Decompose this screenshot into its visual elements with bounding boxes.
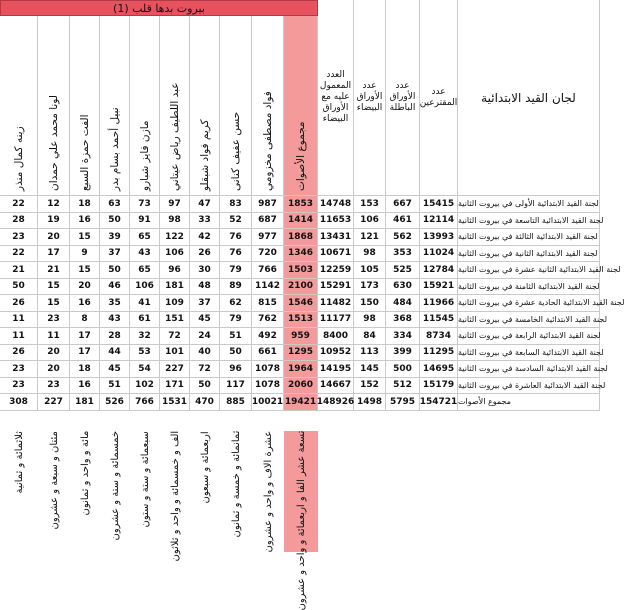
candidate-name: حسن عفيف كنانی	[229, 111, 242, 191]
voters-cell: 11024	[420, 246, 458, 263]
candidate-votes-cell: 53	[130, 345, 160, 362]
voters-cell: 12114	[420, 213, 458, 230]
candidate-votes-cell: 117	[220, 378, 252, 395]
candidate-votes-cell: 12	[38, 196, 70, 213]
candidate-votes-cell: 987	[252, 196, 284, 213]
candidate-votes-cell: 32	[130, 328, 160, 345]
candidate-votes-cell: 73	[130, 196, 160, 213]
counted-header: العدد المعمول عليه مع الأوراق البيضاء	[318, 0, 354, 196]
candidate-votes-cell: 109	[160, 295, 190, 312]
committee-label: لجنة القيد الابتدائية الرابعة في بيروت الثانية	[458, 328, 600, 345]
candidate-votes-cell: 54	[130, 361, 160, 378]
committees-header: لجان القيد الابتدائية	[458, 0, 600, 196]
candidate-votes-cell: 96	[160, 262, 190, 279]
candidate-votes-cell: 20	[70, 279, 100, 296]
votes-words-text: عشرة الاف و واحد و عشرون	[262, 430, 274, 553]
candidate-votes-cell: 1078	[252, 361, 284, 378]
void-cell: 667	[386, 196, 420, 213]
candidate-votes-cell: 72	[160, 328, 190, 345]
candidate-votes-cell: 23	[0, 229, 38, 246]
counted-cell: 11653	[318, 213, 354, 230]
candidate-votes-cell: 16	[70, 295, 100, 312]
candidate-votes-cell: 39	[100, 229, 130, 246]
total-votes-cell: 1964	[284, 361, 318, 378]
candidate-votes-cell: 22	[0, 196, 38, 213]
candidate-votes-cell: 106	[160, 246, 190, 263]
void-cell: 5795	[386, 394, 420, 411]
candidate-votes-cell: 20	[38, 229, 70, 246]
votes-words-text: ثلاثمائة و ثمانية	[13, 430, 25, 493]
candidate-votes-cell: 815	[252, 295, 284, 312]
candidate-votes-cell: 16	[70, 378, 100, 395]
candidate-votes-cell: 79	[220, 262, 252, 279]
total-votes-in-words	[284, 430, 318, 610]
candidate-votes-cell: 33	[190, 213, 220, 230]
candidate-votes-cell: 35	[100, 295, 130, 312]
candidate-votes-cell: 661	[252, 345, 284, 362]
candidate-votes-cell: 62	[220, 295, 252, 312]
voters-cell: 11545	[420, 312, 458, 329]
candidate-votes-cell: 43	[130, 246, 160, 263]
candidate-votes-cell: 470	[190, 394, 220, 411]
voters-cell: 11295	[420, 345, 458, 362]
candidate-votes-cell: 20	[38, 345, 70, 362]
candidate-votes-cell: 492	[252, 328, 284, 345]
candidate-votes-cell: 102	[130, 378, 160, 395]
candidate-votes-cell: 171	[160, 378, 190, 395]
counted-cell: 148926	[318, 394, 354, 411]
counted-cell: 10671	[318, 246, 354, 263]
blank-cell: 98	[354, 312, 386, 329]
candidate-votes-cell: 9	[70, 246, 100, 263]
void-cell: 525	[386, 262, 420, 279]
candidate-votes-cell: 37	[190, 295, 220, 312]
candidate-votes-cell: 28	[100, 328, 130, 345]
blank-cell: 105	[354, 262, 386, 279]
candidate-votes-cell: 76	[220, 229, 252, 246]
committee-label: لجنة القيد الابتدائية الثانية في بيروت الثانية	[458, 246, 600, 263]
candidate-votes-cell: 181	[70, 394, 100, 411]
total-words-text: تسعة عشر الفا و اربعمائة و واحد و عشرون	[295, 430, 307, 610]
candidate-votes-cell: 17	[38, 246, 70, 263]
candidate-votes-cell: 15	[38, 295, 70, 312]
candidate-name: فواد مصطفى مخزومي	[261, 90, 274, 191]
candidate-name: الفت حمزة السبع	[78, 113, 91, 191]
blank-cell: 1498	[354, 394, 386, 411]
voters-cell: 13993	[420, 229, 458, 246]
candidate-votes-cell: 17	[70, 345, 100, 362]
candidate-votes-cell: 227	[160, 361, 190, 378]
total-votes-cell: 2100	[284, 279, 318, 296]
total-votes-cell: 1853	[284, 196, 318, 213]
candidate-votes-cell: 101	[160, 345, 190, 362]
void-cell: 484	[386, 295, 420, 312]
blank-cell: 106	[354, 213, 386, 230]
candidate-votes-cell: 41	[130, 295, 160, 312]
votes-in-words	[220, 431, 252, 553]
candidate-header	[70, 16, 100, 196]
total-votes-header	[284, 16, 318, 196]
candidate-votes-cell: 42	[190, 229, 220, 246]
candidate-votes-cell: 16	[70, 213, 100, 230]
candidate-votes-cell: 48	[190, 279, 220, 296]
void-cell: 562	[386, 229, 420, 246]
list-banner: (1) بيروت بدها قلب	[0, 0, 318, 16]
candidate-votes-cell: 106	[130, 279, 160, 296]
candidate-votes-cell: 1531	[160, 394, 190, 411]
candidate-votes-cell: 23	[38, 312, 70, 329]
candidate-votes-cell: 50	[100, 262, 130, 279]
candidate-votes-cell: 40	[190, 345, 220, 362]
candidate-votes-cell: 26	[190, 246, 220, 263]
blank-cell: 150	[354, 295, 386, 312]
candidate-votes-cell: 526	[100, 394, 130, 411]
voters-cell: 14695	[420, 361, 458, 378]
candidate-votes-cell: 977	[252, 229, 284, 246]
committee-label: لجنة القيد الابتدائية الثانية عشرة في بيروت الثانية	[458, 262, 600, 279]
votes-words-text: مائة و واحد و ثمانون	[79, 430, 91, 516]
total-votes-cell: 1414	[284, 213, 318, 230]
blank-cell: 113	[354, 345, 386, 362]
voters-cell: 15415	[420, 196, 458, 213]
void-cell: 630	[386, 279, 420, 296]
candidate-votes-cell: 720	[252, 246, 284, 263]
candidate-header	[100, 16, 130, 196]
candidate-header	[160, 16, 190, 196]
candidate-votes-cell: 11	[0, 328, 38, 345]
candidate-votes-cell: 50	[100, 213, 130, 230]
voters-cell: 15179	[420, 378, 458, 395]
candidate-votes-cell: 65	[130, 262, 160, 279]
blank-cell: 84	[354, 328, 386, 345]
candidate-name: مازن فايز شبارو	[138, 119, 151, 191]
blank-cell: 173	[354, 279, 386, 296]
blank-cell: 145	[354, 361, 386, 378]
voters-cell: 154721	[420, 394, 458, 411]
committee-label: لجنة القيد الابتدائية الثامنة في بيروت الثانية	[458, 279, 600, 296]
candidate-votes-cell: 97	[160, 196, 190, 213]
candidate-votes-cell: 45	[100, 361, 130, 378]
candidate-votes-cell: 28	[0, 213, 38, 230]
candidate-votes-cell: 227	[38, 394, 70, 411]
candidate-votes-cell: 76	[220, 246, 252, 263]
candidate-votes-cell: 23	[0, 378, 38, 395]
candidate-votes-cell: 50	[190, 378, 220, 395]
counted-cell: 13431	[318, 229, 354, 246]
total-votes-cell: 1503	[284, 262, 318, 279]
candidate-votes-cell: 15	[70, 262, 100, 279]
candidate-votes-cell: 19	[38, 213, 70, 230]
candidate-votes-cell: 18	[70, 196, 100, 213]
blank-cell: 152	[354, 378, 386, 395]
candidate-votes-cell: 15	[38, 279, 70, 296]
committee-label: لجنة القيد الابتدائية الثالثة في بيروت الثانية	[458, 229, 600, 246]
counted-cell: 12259	[318, 262, 354, 279]
candidate-votes-cell: 98	[160, 213, 190, 230]
counted-cell: 11482	[318, 295, 354, 312]
candidate-votes-cell: 687	[252, 213, 284, 230]
total-votes-label: مجموع الأصوات	[294, 120, 307, 191]
candidate-votes-cell: 65	[130, 229, 160, 246]
candidate-votes-cell: 20	[38, 361, 70, 378]
candidate-header	[0, 16, 38, 196]
candidate-votes-cell: 91	[130, 213, 160, 230]
blank-header: عدد الأوراق البيضاء	[354, 0, 386, 196]
committee-label: لجنة القيد الابتدائية العاشرة في بيروت الثانية	[458, 378, 600, 395]
votes-words-text: الف و خمسمائة و واحد و ثلاثون	[169, 430, 181, 562]
candidate-votes-cell: 63	[100, 196, 130, 213]
candidate-votes-cell: 21	[38, 262, 70, 279]
candidate-votes-cell: 21	[0, 262, 38, 279]
candidate-votes-cell: 72	[190, 361, 220, 378]
voters-header: عدد المقترعين	[420, 0, 458, 196]
candidate-votes-cell: 766	[130, 394, 160, 411]
votes-in-words	[160, 430, 190, 562]
void-cell: 368	[386, 312, 420, 329]
candidate-votes-cell: 24	[190, 328, 220, 345]
candidate-votes-cell: 122	[160, 229, 190, 246]
candidate-votes-cell: 23	[38, 378, 70, 395]
votes-in-words	[252, 431, 284, 553]
total-votes-cell: 1546	[284, 295, 318, 312]
candidate-name: كريم فواد شبقلو	[198, 118, 211, 191]
blank-cell: 121	[354, 229, 386, 246]
candidate-votes-cell: 10021	[252, 394, 284, 411]
voters-cell: 11966	[420, 295, 458, 312]
voters-cell: 15921	[420, 279, 458, 296]
void-cell: 353	[386, 246, 420, 263]
void-cell: 500	[386, 361, 420, 378]
votes-words-text: مئتان و سبعة و عشرون	[48, 430, 60, 529]
counted-cell: 15291	[318, 279, 354, 296]
counted-cell: 11177	[318, 312, 354, 329]
total-votes-cell: 959	[284, 328, 318, 345]
candidate-votes-cell: 52	[220, 213, 252, 230]
votes-words-text: اربعمائة و سبعون	[199, 430, 211, 503]
counted-cell: 14748	[318, 196, 354, 213]
committee-label: لجنة القيد الابتدائية الحادية عشرة في بيروت الثانية	[458, 295, 600, 312]
candidate-header	[130, 16, 160, 196]
committee-label: مجموع الأصوات	[458, 394, 600, 411]
candidate-votes-cell: 83	[220, 196, 252, 213]
candidate-votes-cell: 308	[0, 394, 38, 411]
candidate-votes-cell: 26	[0, 295, 38, 312]
votes-in-words	[38, 431, 70, 553]
voters-cell: 8734	[420, 328, 458, 345]
candidate-votes-cell: 18	[70, 361, 100, 378]
total-votes-cell: 1346	[284, 246, 318, 263]
candidate-votes-cell: 15	[70, 229, 100, 246]
candidate-votes-cell: 47	[190, 196, 220, 213]
votes-in-words	[190, 431, 220, 553]
counted-cell: 10952	[318, 345, 354, 362]
total-votes-cell: 1868	[284, 229, 318, 246]
candidate-votes-cell: 762	[252, 312, 284, 329]
candidate-name: نبيل أحمد بسام بدر	[108, 106, 121, 191]
candidate-votes-cell: 45	[190, 312, 220, 329]
blank-cell: 153	[354, 196, 386, 213]
void-header: عدد الأوراق الباطلة	[386, 0, 420, 196]
total-votes-cell: 19421	[284, 394, 318, 411]
votes-words-text: سبعمائة و ستة و ستون	[139, 430, 151, 527]
votes-in-words	[0, 431, 38, 553]
total-votes-cell: 2060	[284, 378, 318, 395]
committee-label: لجنة القيد الابتدائية الأولى في بيروت الثانية	[458, 196, 600, 213]
committee-label: لجنة القيد الابتدائية التاسعة في بيروت الثانية	[458, 213, 600, 230]
candidate-votes-cell: 43	[100, 312, 130, 329]
candidate-votes-cell: 17	[70, 328, 100, 345]
candidate-votes-cell: 44	[100, 345, 130, 362]
candidate-header	[220, 16, 252, 196]
candidate-votes-cell: 37	[100, 246, 130, 263]
counted-cell: 14667	[318, 378, 354, 395]
voters-cell: 12784	[420, 262, 458, 279]
total-votes-cell: 1513	[284, 312, 318, 329]
candidate-votes-cell: 22	[0, 246, 38, 263]
candidate-votes-cell: 8	[70, 312, 100, 329]
candidate-votes-cell: 51	[100, 378, 130, 395]
candidate-name: زينه كمال منذر	[12, 125, 25, 191]
candidate-header	[252, 16, 284, 196]
candidate-votes-cell: 26	[0, 345, 38, 362]
counted-cell: 14195	[318, 361, 354, 378]
void-cell: 461	[386, 213, 420, 230]
candidate-votes-cell: 885	[220, 394, 252, 411]
votes-words-text: ثمانمائة و خمسة و ثمانون	[230, 430, 242, 538]
candidate-votes-cell: 79	[220, 312, 252, 329]
candidate-votes-cell: 23	[0, 361, 38, 378]
candidate-votes-cell: 11	[38, 328, 70, 345]
candidate-votes-cell: 11	[0, 312, 38, 329]
candidate-votes-cell: 181	[160, 279, 190, 296]
votes-words-text: خمسمائة و ستة و عشرون	[109, 430, 121, 541]
counted-cell: 8400	[318, 328, 354, 345]
candidate-name: عبد اللطيف رياض عيتاني	[168, 81, 181, 191]
candidate-votes-cell: 1142	[252, 279, 284, 296]
candidate-header	[38, 16, 70, 196]
candidate-header	[190, 16, 220, 196]
candidate-votes-cell: 89	[220, 279, 252, 296]
void-cell: 399	[386, 345, 420, 362]
votes-in-words	[130, 431, 160, 553]
committee-label: لجنة القيد الابتدائية السادسة في بيروت الثانية	[458, 361, 600, 378]
total-votes-cell: 1295	[284, 345, 318, 362]
void-cell: 334	[386, 328, 420, 345]
candidate-votes-cell: 51	[220, 328, 252, 345]
candidate-votes-cell: 766	[252, 262, 284, 279]
votes-in-words	[100, 431, 130, 553]
candidate-votes-cell: 96	[220, 361, 252, 378]
candidate-votes-cell: 46	[100, 279, 130, 296]
candidate-votes-cell: 50	[220, 345, 252, 362]
candidate-votes-cell: 1078	[252, 378, 284, 395]
committee-label: لجنة القيد الابتدائية السابعة في بيروت الثانية	[458, 345, 600, 362]
candidate-votes-cell: 30	[190, 262, 220, 279]
candidate-name: لونا محمد علي حمدان	[47, 94, 60, 191]
void-cell: 512	[386, 378, 420, 395]
committee-label: لجنة القيد الابتدائية الخامسة في بيروت الثانية	[458, 312, 600, 329]
candidate-votes-cell: 151	[160, 312, 190, 329]
candidate-votes-cell: 50	[0, 279, 38, 296]
blank-cell: 98	[354, 246, 386, 263]
votes-in-words	[70, 431, 100, 553]
candidate-votes-cell: 61	[130, 312, 160, 329]
